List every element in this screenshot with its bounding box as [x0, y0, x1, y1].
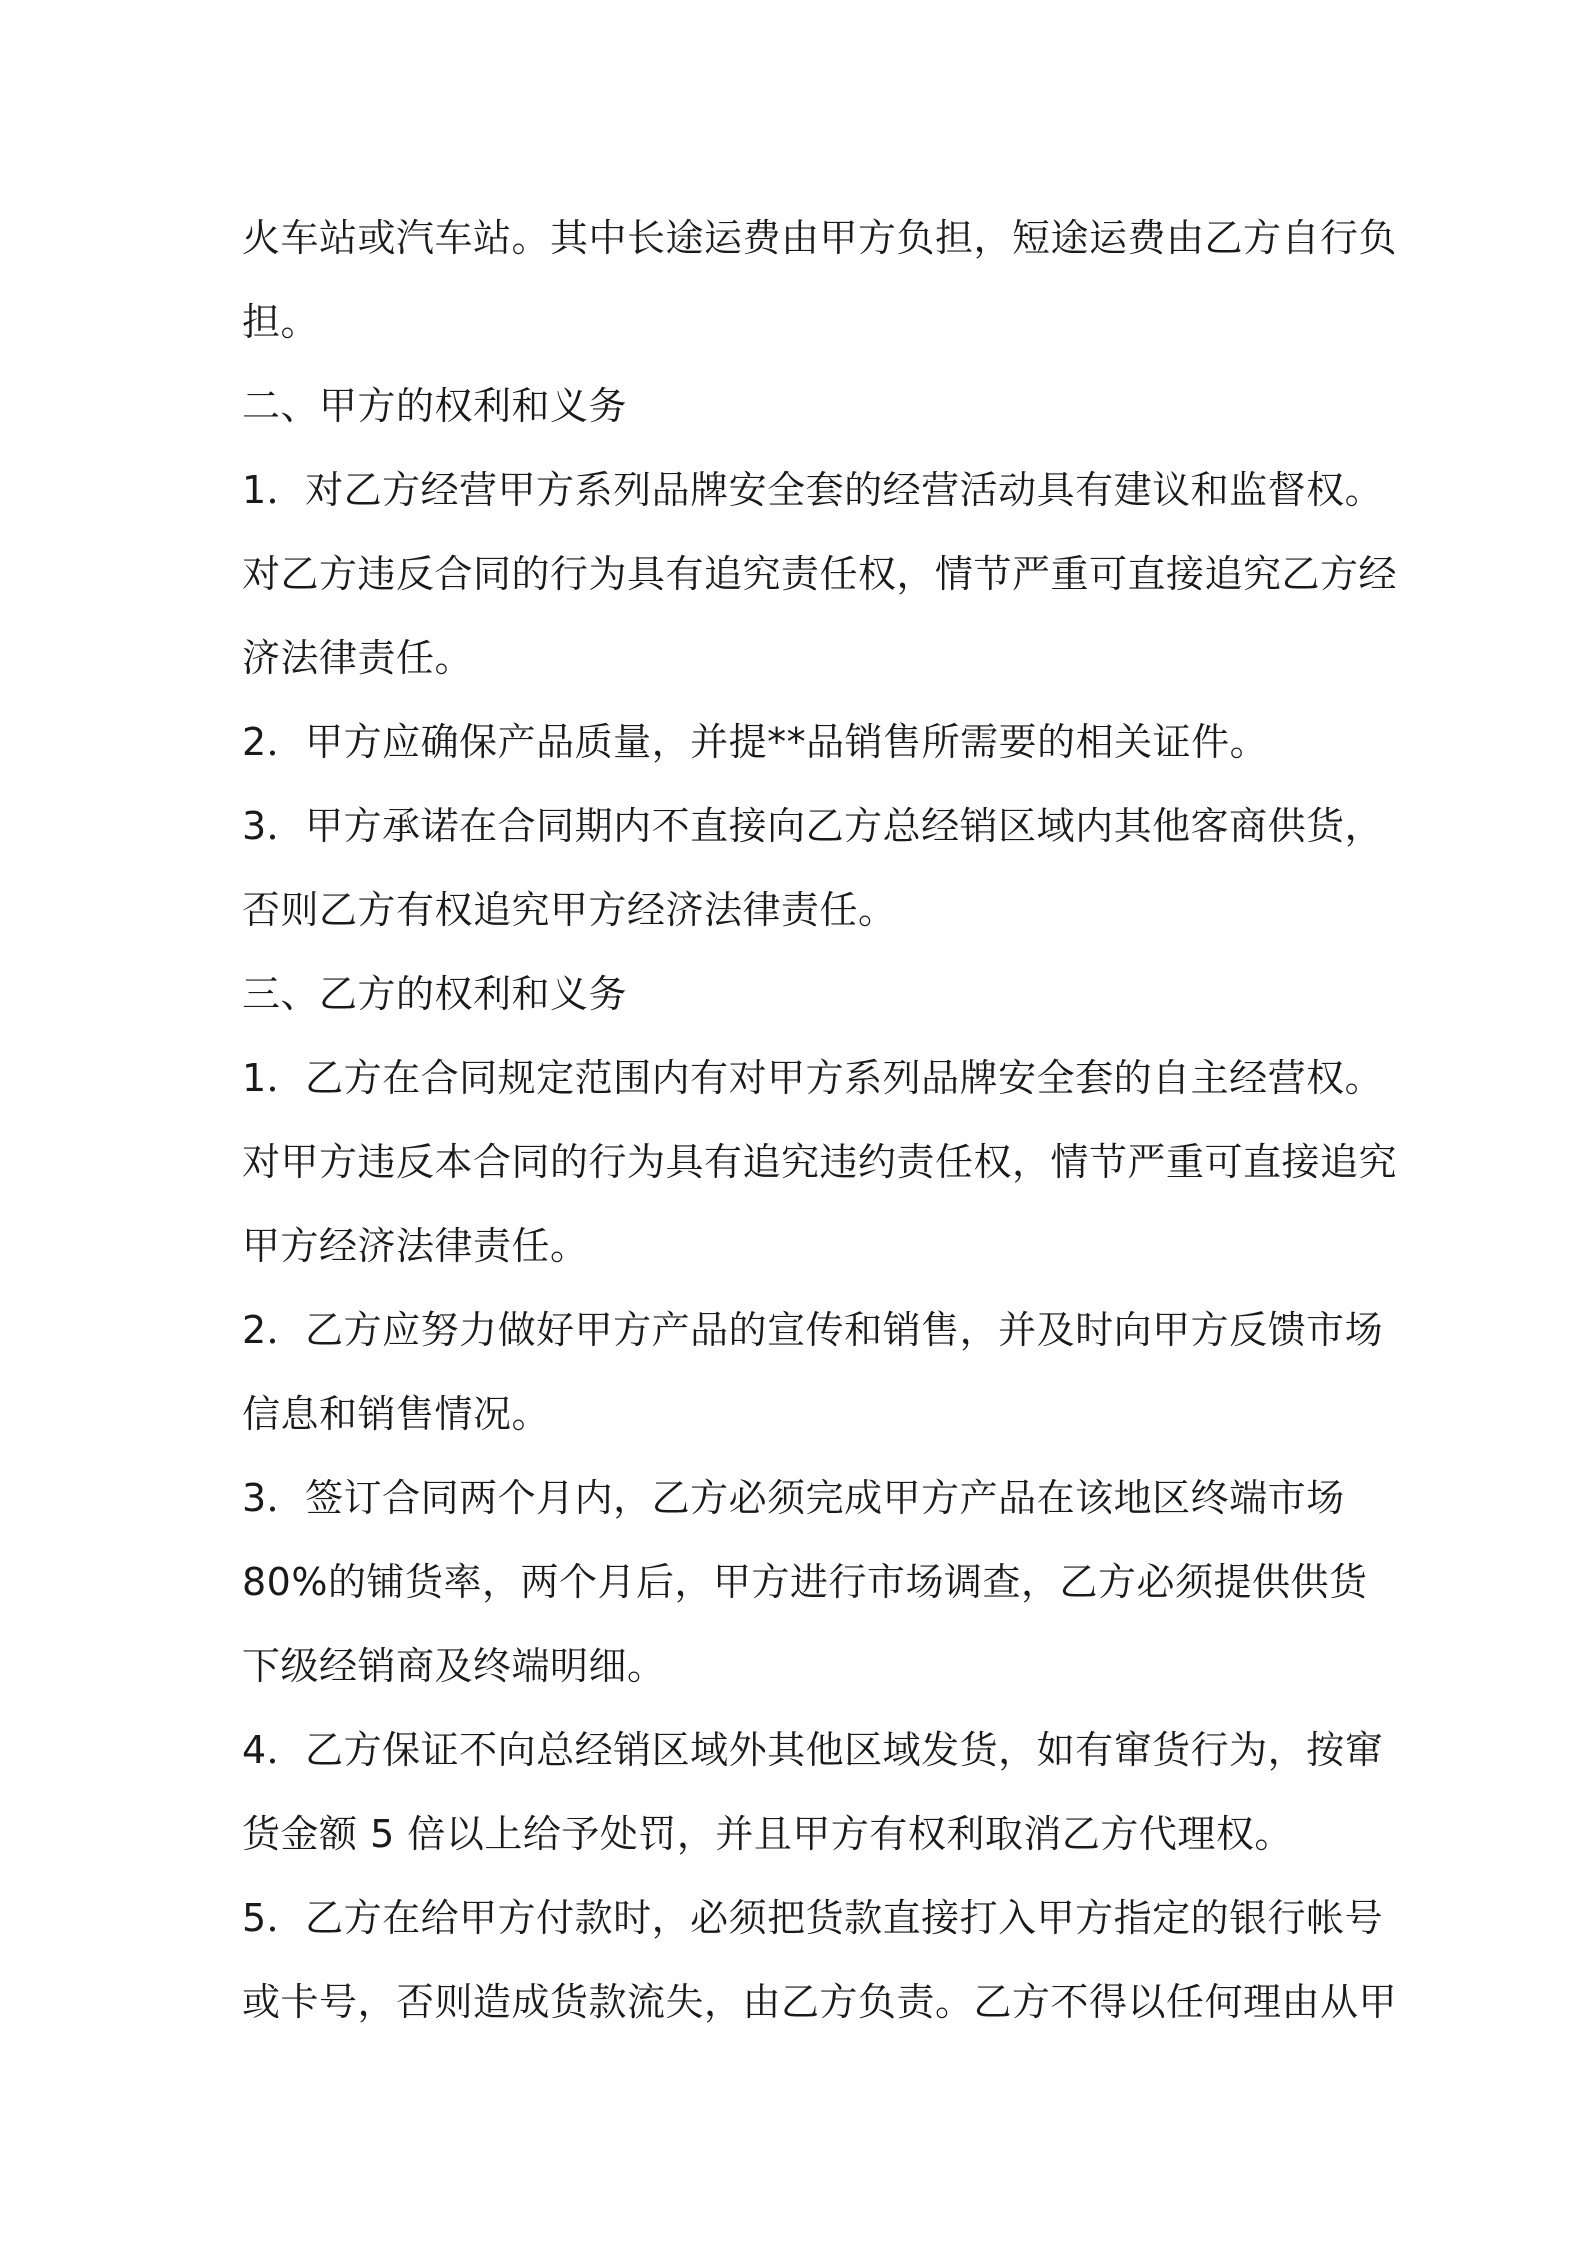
- text-line: 2．乙方应努力做好甲方产品的宣传和销售，并及时向甲方反馈市场: [242, 1308, 1384, 1352]
- text-line: 5．乙方在给甲方付款时，必须把货款直接打入甲方指定的银行帐号: [242, 1896, 1384, 1940]
- text-line: 3．甲方承诺在合同期内不直接向乙方总经销区域内其他客商供货，: [242, 804, 1384, 848]
- text-line: 信息和销售情况。: [242, 1392, 551, 1436]
- text-line: 3．签订合同两个月内，乙方必须完成甲方产品在该地区终端市场: [242, 1476, 1345, 1520]
- text-line: 货金额 5 倍以上给予处罚，并且甲方有权利取消乙方代理权。: [242, 1812, 1293, 1856]
- text-line: 否则乙方有权追究甲方经济法律责任。: [242, 888, 897, 932]
- text-line: 担。: [242, 300, 320, 344]
- text-line: 1．乙方在合同规定范围内有对甲方系列品牌安全套的自主经营权。: [242, 1056, 1384, 1100]
- section-heading: 三、乙方的权利和义务: [242, 972, 628, 1016]
- text-line: 对甲方违反本合同的行为具有追究违约责任权，情节严重可直接追究: [242, 1140, 1398, 1184]
- text-line: 或卡号，否则造成货款流失，由乙方负责。乙方不得以任何理由从甲: [242, 1980, 1398, 2024]
- text-line: 80%的铺货率，两个月后，甲方进行市场调查，乙方必须提供供货: [242, 1560, 1368, 1604]
- text-line: 4．乙方保证不向总经销区域外其他区域发货，如有窜货行为，按窜: [242, 1728, 1384, 1772]
- text-line: 济法律责任。: [242, 636, 474, 680]
- text-line: 2．甲方应确保产品质量，并提**品销售所需要的相关证件。: [242, 720, 1269, 764]
- text-line: 对乙方违反合同的行为具有追究责任权，情节严重可直接追究乙方经: [242, 552, 1398, 596]
- section-heading: 二、甲方的权利和义务: [242, 384, 628, 428]
- document-body: [242, 196, 1398, 2044]
- text-line: 下级经销商及终端明细。: [242, 1644, 666, 1688]
- text-line: 火车站或汽车站。其中长途运费由甲方负担，短途运费由乙方自行负: [242, 216, 1398, 260]
- text-line: 1．对乙方经营甲方系列品牌安全套的经营活动具有建议和监督权。: [242, 468, 1384, 512]
- text-line: 甲方经济法律责任。: [242, 1224, 589, 1268]
